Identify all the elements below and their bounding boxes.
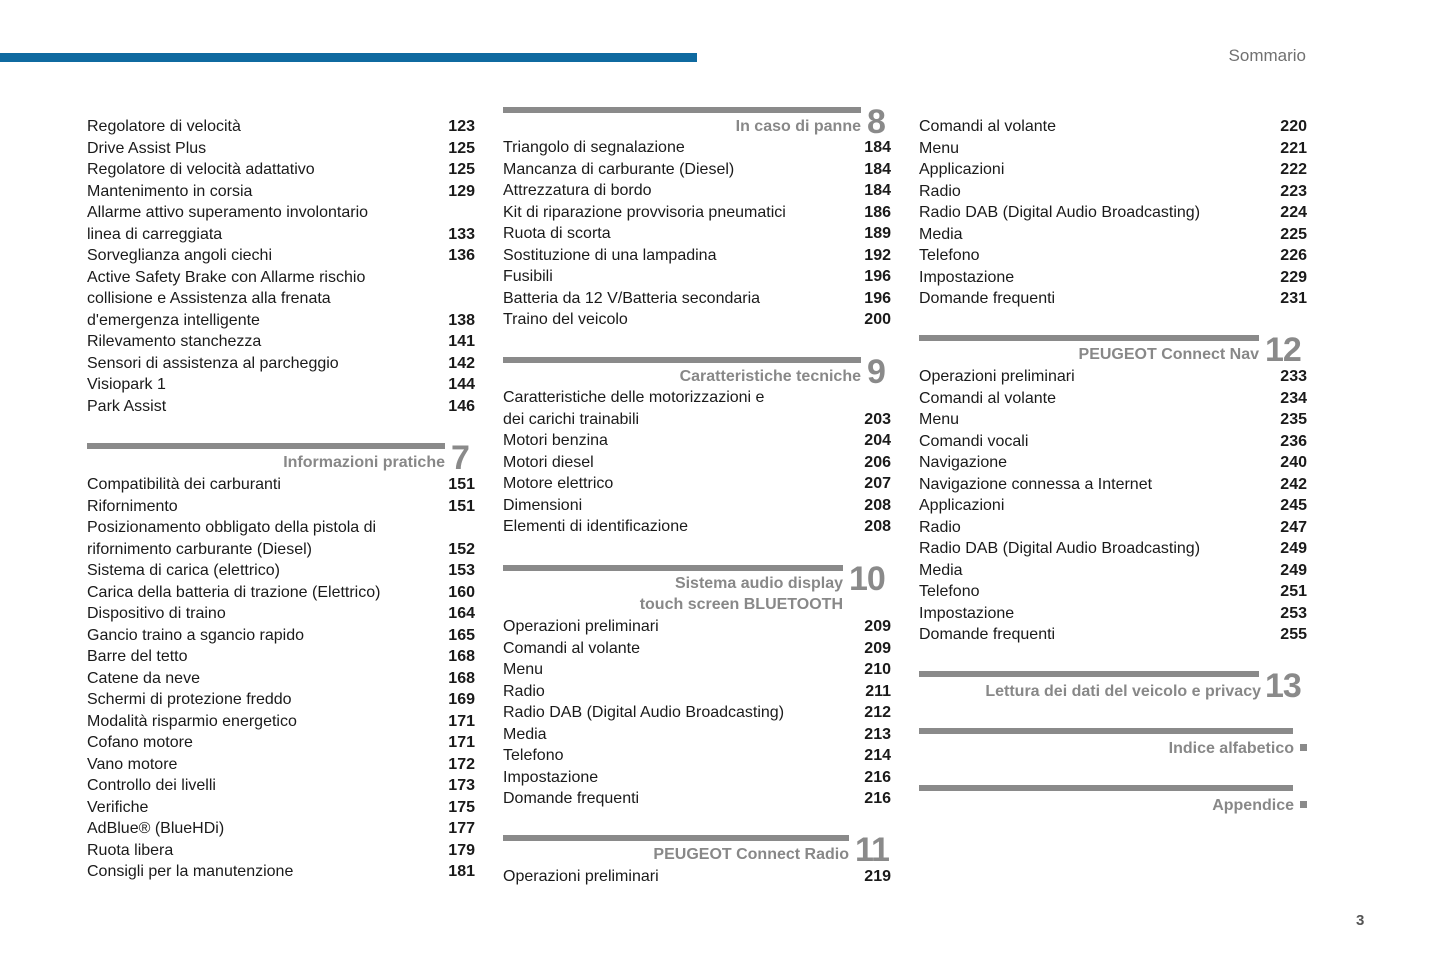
toc-entry-label: Sorveglianza angoli ciechi: [87, 247, 272, 264]
toc-entry[interactable]: [503, 159, 891, 180]
section-9-rule: [503, 357, 861, 363]
square-bullet-icon: [1300, 801, 1307, 808]
toc-entry-page: 209: [864, 618, 891, 635]
toc-entry-label: Carica della batteria di trazione (Elettrico): [87, 583, 381, 601]
toc-entry-label: Park Assist: [87, 397, 167, 415]
toc-entry[interactable]: [503, 866, 891, 887]
toc-entry-label: Attrezzatura di bordo: [503, 182, 652, 199]
toc-entry[interactable]: [919, 366, 1307, 387]
toc-entry[interactable]: [87, 560, 475, 581]
toc-entry-page: 196: [864, 289, 891, 307]
toc-entry-label: Compatibilità dei carburanti: [87, 476, 281, 493]
toc-entry-page: 173: [448, 777, 475, 794]
toc-entry-label: Radio: [919, 518, 961, 536]
toc-entry[interactable]: [503, 702, 891, 723]
toc-entry[interactable]: [919, 267, 1307, 288]
section-10-number: 10: [849, 560, 885, 598]
toc-entry-page: 225: [1280, 225, 1307, 243]
toc-entry-label: d'emergenza intelligente: [87, 311, 260, 329]
toc-entry[interactable]: [87, 245, 475, 266]
toc-entry-page: 212: [864, 704, 891, 721]
toc-entry-page: 216: [864, 768, 891, 786]
toc-entry[interactable]: [919, 202, 1307, 223]
toc-entry-label: Applicazioni: [919, 497, 1005, 514]
square-bullet-icon: [1300, 744, 1307, 751]
toc-entry-label: Menu: [919, 411, 960, 428]
toc-entry-page: 247: [1280, 518, 1307, 536]
toc-entry[interactable]: [87, 288, 475, 309]
toc-entry-page: 184: [864, 139, 891, 156]
toc-entry[interactable]: [87, 116, 475, 137]
section-12-title[interactable]: PEUGEOT Connect Nav: [1078, 346, 1259, 363]
toc-entry-label: Batteria da 12 V/Batteria secondaria: [503, 289, 761, 307]
toc-entry-label: Operazioni preliminari: [503, 868, 659, 885]
toc-entry[interactable]: [919, 288, 1307, 309]
toc-entry[interactable]: [503, 616, 891, 637]
toc-entry-page: 160: [448, 583, 475, 601]
toc-entry-page: 168: [448, 648, 475, 665]
toc-entry-page: 208: [864, 518, 891, 535]
toc-entry[interactable]: [919, 431, 1307, 452]
toc-entry-page: 229: [1280, 268, 1307, 286]
toc-entry[interactable]: [503, 223, 891, 244]
section-9-title[interactable]: Caratteristiche tecniche: [679, 368, 861, 385]
toc-entry-label: Comandi al volante: [503, 639, 640, 657]
toc-entry-page: 181: [448, 863, 475, 880]
toc-entry[interactable]: [503, 180, 891, 201]
toc-entry-label: Domande frequenti: [919, 626, 1056, 643]
toc-entry-page: 136: [448, 247, 475, 264]
toc-entry-label: Traino del veicolo: [503, 311, 628, 328]
toc-entry[interactable]: [87, 840, 475, 861]
toc-entry[interactable]: [503, 516, 891, 537]
toc-entry[interactable]: [87, 689, 475, 710]
index-rule: [919, 728, 1293, 734]
section-13-number: 13: [1265, 667, 1301, 705]
toc-entry-page: 204: [864, 432, 891, 449]
toc-entry-label: Motore elettrico: [503, 475, 614, 492]
toc-entry-label: Regolatore di velocità adattativo: [87, 161, 315, 178]
toc-entry-label: Allarme attivo superamento involontario: [87, 204, 369, 221]
section-8-number: 8: [867, 103, 885, 141]
toc-entry-label: Telefono: [919, 247, 980, 264]
toc-entry-page: 175: [448, 798, 475, 816]
toc-entry-page: 192: [864, 246, 891, 264]
toc-entry-page: 220: [1280, 118, 1307, 135]
toc-entry-label: Triangolo di segnalazione: [503, 139, 685, 156]
toc-entry[interactable]: [919, 159, 1307, 180]
toc-entry[interactable]: [503, 495, 891, 516]
toc-entry-label: Elementi di identificazione: [503, 518, 688, 535]
toc-entry-label: Ruota libera: [87, 841, 174, 859]
toc-entry-label: Caratteristiche delle motorizzazioni e: [503, 389, 765, 406]
toc-entry[interactable]: [503, 430, 891, 451]
toc-entry[interactable]: [919, 538, 1307, 559]
toc-entry-label: Comandi al volante: [919, 118, 1056, 135]
toc-entry[interactable]: [87, 625, 475, 646]
toc-entry[interactable]: [919, 603, 1307, 624]
toc-entry-label: Impostazione: [919, 268, 1015, 286]
toc-entry[interactable]: [87, 732, 475, 753]
toc-entry[interactable]: [503, 788, 891, 809]
toc-entry[interactable]: [503, 767, 891, 788]
toc-entry[interactable]: [503, 452, 891, 473]
toc-entry-page: 219: [864, 868, 891, 885]
header-accent-bar: [0, 53, 697, 62]
toc-entry-page: 203: [864, 410, 891, 428]
toc-entry[interactable]: [503, 309, 891, 330]
toc-entry-page: 141: [448, 333, 475, 350]
toc-entry-page: 151: [448, 476, 475, 493]
toc-entry-label: Comandi vocali: [919, 432, 1029, 450]
toc-entry-page: 184: [864, 182, 891, 199]
toc-entry-page: 235: [1280, 411, 1307, 428]
toc-entry[interactable]: [919, 224, 1307, 245]
section-13-rule: [919, 671, 1259, 677]
toc-entry-page: 171: [448, 712, 475, 730]
toc-entry-label: Media: [919, 225, 963, 243]
toc-entry-label: Telefono: [503, 747, 564, 764]
appendix-rule: [919, 785, 1293, 791]
toc-entry[interactable]: [87, 202, 475, 223]
toc-entry-page: 172: [448, 755, 475, 773]
toc-entry-page: 200: [864, 311, 891, 328]
toc-entry[interactable]: [919, 409, 1307, 430]
toc-entry[interactable]: [87, 310, 475, 331]
toc-entry-page: 152: [448, 540, 475, 558]
section-8-rule: [503, 107, 861, 113]
toc-entry-page: 221: [1280, 139, 1307, 157]
toc-entry-label: Comandi al volante: [919, 389, 1056, 407]
toc-entry[interactable]: [87, 754, 475, 775]
toc-entry[interactable]: [87, 539, 475, 560]
section-12-number: 12: [1265, 331, 1301, 369]
toc-entry-page: 138: [448, 311, 475, 329]
toc-entry[interactable]: [503, 638, 891, 659]
toc-entry-label: Verifiche: [87, 798, 149, 816]
toc-entry[interactable]: [919, 388, 1307, 409]
toc-entry-label: Motori benzina: [503, 432, 608, 449]
toc-entry-page: 142: [448, 354, 475, 372]
toc-entry-page: 255: [1280, 626, 1307, 643]
section-13-title[interactable]: Lettura dei dati del veicolo e privacy: [985, 683, 1261, 700]
toc-entry[interactable]: [87, 474, 475, 495]
toc-entry-page: 208: [864, 496, 891, 514]
toc-entry[interactable]: [503, 202, 891, 223]
section-10-rule: [503, 565, 843, 571]
toc-entry-page: 224: [1280, 204, 1307, 221]
toc-entry-page: 164: [448, 605, 475, 622]
toc-entry[interactable]: [87, 181, 475, 202]
toc-entry-page: 210: [864, 661, 891, 678]
toc-entry-page: 133: [448, 225, 475, 243]
toc-entry-page: 189: [864, 225, 891, 242]
toc-entry-label: Media: [503, 725, 547, 743]
toc-entry-label: Sostituzione di una lampadina: [503, 246, 717, 264]
toc-entry-label: Media: [919, 561, 963, 579]
toc-entry[interactable]: [503, 473, 891, 494]
toc-entry[interactable]: [503, 387, 891, 408]
toc-entry-label: Drive Assist Plus: [87, 139, 207, 157]
toc-entry[interactable]: [87, 668, 475, 689]
section-11-number: 11: [855, 831, 889, 869]
toc-entry-page: 245: [1280, 497, 1307, 514]
toc-entry[interactable]: [919, 138, 1307, 159]
toc-entry-page: 216: [864, 790, 891, 807]
toc-entry-page: 123: [448, 118, 475, 135]
toc-entry-label: dei carichi trainabili: [503, 410, 640, 428]
toc-entry-label: collisione e Assistenza alla frenata: [87, 290, 331, 307]
toc-entry-page: 129: [448, 182, 475, 200]
toc-entry-label: Mancanza di carburante (Diesel): [503, 160, 735, 178]
toc-entry[interactable]: [919, 474, 1307, 495]
toc-entry-page: 226: [1280, 247, 1307, 264]
toc-entry[interactable]: [87, 224, 475, 245]
toc-entry[interactable]: [919, 495, 1307, 516]
toc-entry[interactable]: [87, 861, 475, 882]
toc-entry-page: 234: [1280, 389, 1307, 407]
toc-entry-label: Dimensioni: [503, 496, 583, 514]
toc-entry-label: Controllo dei livelli: [87, 777, 216, 794]
section-12-rule: [919, 335, 1259, 341]
toc-entry-label: Applicazioni: [919, 161, 1005, 178]
toc-entry-label: Domande frequenti: [919, 290, 1056, 307]
toc-entry[interactable]: [87, 353, 475, 374]
toc-entry[interactable]: [503, 681, 891, 702]
toc-entry-label: Radio: [919, 182, 961, 200]
toc-entry-label: Telefono: [919, 583, 980, 600]
toc-entry-label: Posizionamento obbligato della pistola di: [87, 519, 377, 536]
toc-entry-label: Impostazione: [919, 604, 1015, 622]
toc-entry[interactable]: [87, 331, 475, 352]
toc-entry-label: Rilevamento stanchezza: [87, 333, 262, 350]
toc-entry-page: 240: [1280, 454, 1307, 471]
toc-entry[interactable]: [503, 288, 891, 309]
toc-entry[interactable]: [503, 266, 891, 287]
toc-entry-label: Motori diesel: [503, 453, 594, 471]
toc-entry[interactable]: [87, 646, 475, 667]
toc-entry[interactable]: [503, 137, 891, 158]
toc-entry[interactable]: [87, 396, 475, 417]
toc-entry-page: 125: [448, 161, 475, 178]
toc-entry-page: 222: [1280, 161, 1307, 178]
toc-entry-label: Cofano motore: [87, 734, 193, 751]
section-10-title-line-2[interactable]: touch screen BLUETOOTH: [639, 596, 843, 613]
page-number: 3: [1356, 912, 1365, 929]
toc-entry-page: 231: [1280, 290, 1307, 307]
toc-entry[interactable]: [87, 775, 475, 796]
toc-entry-label: Modalità risparmio energetico: [87, 712, 297, 730]
toc-entry-label: Radio DAB (Digital Audio Broadcasting): [919, 540, 1201, 557]
toc-entry-label: Schermi di protezione freddo: [87, 691, 292, 708]
toc-entry[interactable]: [919, 517, 1307, 538]
toc-entry-label: Sensori di assistenza al parcheggio: [87, 354, 339, 372]
toc-entry-page: 251: [1280, 583, 1307, 600]
toc-entry-label: Rifornimento: [87, 497, 178, 515]
toc-entry-page: 211: [865, 682, 891, 700]
toc-entry-page: 151: [448, 497, 475, 515]
toc-entry-page: 207: [864, 475, 891, 492]
toc-entry-label: Radio DAB (Digital Audio Broadcasting): [919, 204, 1201, 221]
section-8-title[interactable]: In caso di panne: [735, 118, 861, 135]
toc-entry-label: Fusibili: [503, 268, 553, 285]
toc-entry-label: Sistema di carica (elettrico): [87, 562, 280, 579]
toc-entry-page: 214: [864, 747, 891, 764]
toc-entry-label: Visiopark 1: [87, 376, 166, 393]
toc-entry-label: Catene da neve: [87, 669, 200, 687]
section-7-title[interactable]: Informazioni pratiche: [283, 454, 445, 471]
toc-entry-page: 223: [1280, 182, 1307, 200]
toc-entry[interactable]: [919, 560, 1307, 581]
toc-entry-page: 209: [864, 639, 891, 657]
toc-entry[interactable]: [919, 116, 1307, 137]
toc-entry[interactable]: [503, 245, 891, 266]
toc-entry[interactable]: [503, 745, 891, 766]
toc-entry-label: Menu: [919, 139, 960, 157]
toc-entry-page: 179: [448, 841, 475, 859]
toc-entry-page: 253: [1280, 604, 1307, 622]
toc-entry-page: 213: [864, 725, 891, 743]
toc-entry-label: Ruota di scorta: [503, 225, 611, 242]
section-11-title[interactable]: PEUGEOT Connect Radio: [653, 846, 849, 863]
toc-entry-label: Active Safety Brake con Allarme rischio: [87, 268, 366, 286]
toc-entry-page: 249: [1280, 540, 1307, 557]
toc-entry[interactable]: [919, 581, 1307, 602]
toc-entry-label: linea di carreggiata: [87, 225, 223, 243]
toc-entry-page: 233: [1280, 368, 1307, 385]
toc-entry[interactable]: [87, 517, 475, 538]
toc-entry-page: 169: [448, 691, 475, 708]
toc-entry-label: Gancio traino a sgancio rapido: [87, 626, 305, 644]
toc-entry-page: 171: [448, 734, 475, 751]
index-title: Indice alfabetico: [1168, 740, 1294, 757]
toc-entry[interactable]: [503, 659, 891, 680]
toc-entry[interactable]: [919, 181, 1307, 202]
toc-entry[interactable]: [87, 496, 475, 517]
toc-entry[interactable]: [87, 603, 475, 624]
toc-entry-page: 177: [448, 820, 475, 837]
toc-entry-label: Navigazione connessa a Internet: [919, 475, 1153, 493]
toc-entry-label: Regolatore di velocità: [87, 118, 241, 135]
index-link[interactable]: [1169, 738, 1307, 759]
toc-entry[interactable]: [503, 409, 891, 430]
toc-entry-label: Mantenimento in corsia: [87, 182, 253, 200]
toc-entry-label: Domande frequenti: [503, 790, 640, 807]
toc-entry-label: Impostazione: [503, 768, 599, 786]
toc-entry-label: Navigazione: [919, 454, 1008, 471]
toc-entry[interactable]: [87, 159, 475, 180]
page-title: Sommario: [1228, 46, 1306, 65]
appendix-link[interactable]: [1212, 795, 1307, 816]
toc-entry-label: Dispositivo di traino: [87, 605, 226, 622]
toc-entry-page: 153: [448, 562, 475, 579]
toc-entry-label: Radio: [503, 682, 545, 700]
section-11-rule: [503, 835, 849, 841]
toc-entry-label: rifornimento carburante (Diesel): [87, 540, 312, 558]
toc-entry-label: Radio DAB (Digital Audio Broadcasting): [503, 704, 785, 721]
toc-entry[interactable]: [503, 724, 891, 745]
toc-entry-page: 184: [864, 160, 891, 178]
toc-entry-label: Barre del tetto: [87, 648, 188, 665]
toc-entry-page: 165: [448, 626, 475, 644]
toc-entry[interactable]: [87, 582, 475, 603]
toc-entry[interactable]: [87, 267, 475, 288]
toc-entry[interactable]: [919, 245, 1307, 266]
toc-entry-page: 168: [448, 669, 475, 687]
section-10-title-line-1[interactable]: Sistema audio display: [674, 575, 843, 592]
toc-entry-page: 242: [1280, 475, 1307, 493]
toc-entry[interactable]: [87, 138, 475, 159]
section-7-number: 7: [451, 439, 469, 477]
toc-entry[interactable]: [919, 624, 1307, 645]
toc-entry-page: 249: [1280, 561, 1307, 579]
toc-entry-page: 125: [448, 139, 475, 157]
toc-entry-label: Vano motore: [87, 755, 178, 773]
toc-entry-label: Menu: [503, 661, 544, 678]
toc-entry-label: Operazioni preliminari: [503, 618, 659, 635]
toc-entry-label: Operazioni preliminari: [919, 368, 1075, 385]
toc-entry[interactable]: [87, 818, 475, 839]
toc-entry-page: 186: [864, 203, 891, 221]
toc-entry-page: 146: [448, 397, 475, 415]
toc-entry-page: 196: [864, 268, 891, 285]
toc-entry[interactable]: [919, 452, 1307, 473]
toc-entry-label: Consigli per la manutenzione: [87, 863, 294, 880]
toc-entry-label: Kit di riparazione provvisoria pneumatici: [503, 203, 786, 221]
appendix-title: Appendice: [1212, 797, 1294, 814]
toc-entry-page: 236: [1280, 432, 1307, 450]
toc-entry-label: AdBlue® (BlueHDi): [87, 820, 225, 837]
toc-entry[interactable]: [87, 374, 475, 395]
toc-entry[interactable]: [87, 797, 475, 818]
toc-entry-page: 206: [864, 453, 891, 471]
section-9-number: 9: [867, 353, 885, 391]
section-7-rule: [87, 443, 445, 449]
toc-entry[interactable]: [87, 711, 475, 732]
toc-entry-page: 144: [448, 376, 475, 393]
